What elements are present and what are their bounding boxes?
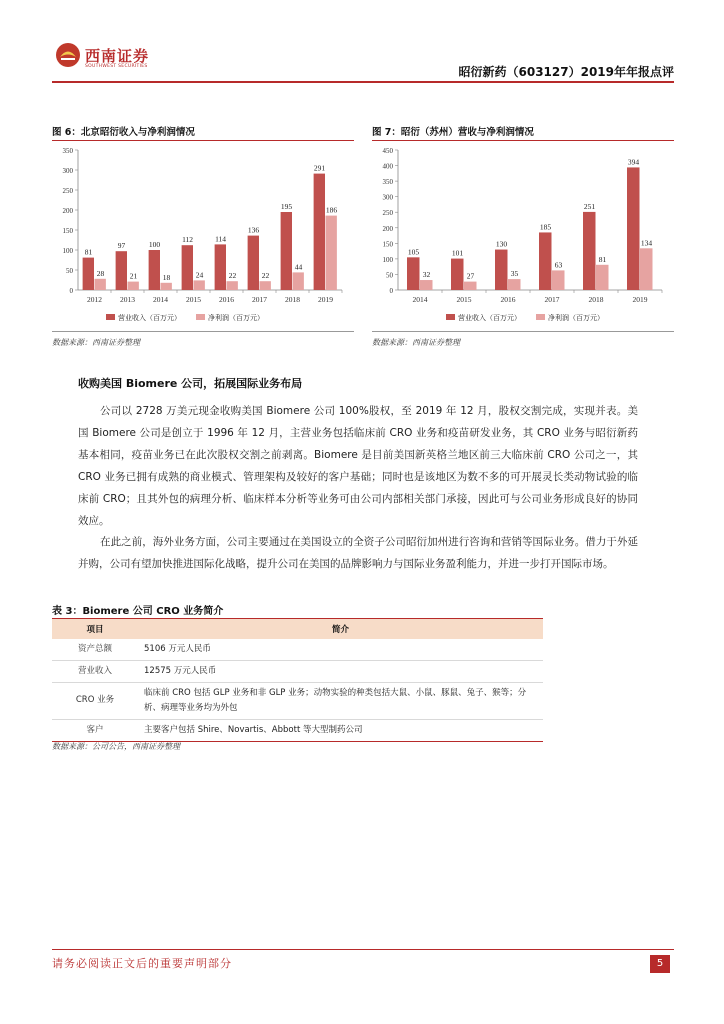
biomere-cro-table (52, 618, 543, 742)
x-tick-label: 2017 (544, 295, 560, 304)
revenue-bar (583, 212, 596, 290)
revenue-bar (495, 250, 508, 290)
profit-bar (128, 282, 139, 290)
revenue-data-label: 112 (182, 235, 194, 245)
revenue-data-label: 394 (627, 157, 640, 167)
revenue-bar (116, 251, 127, 290)
profit-bar (552, 270, 565, 290)
figure-7-source: 数据来源：西南证券整理 (372, 338, 460, 347)
revenue-bar (281, 212, 292, 290)
y-tick-label: 350 (62, 147, 73, 155)
figure-7-bottom-rule (372, 331, 674, 332)
legend-profit-label: 净利润（百万元） (208, 314, 264, 322)
table-cell-value: 临床前 CRO 包括 GLP 业务和非 GLP 业务；动物实验的种类包括大鼠、小鼠、豚鼠、兔子、猴等；分析、病理等业务均为外包 (138, 682, 543, 719)
revenue-data-label: 251 (583, 201, 596, 211)
profit-data-label: 28 (96, 268, 105, 278)
profit-bar (420, 280, 433, 290)
page-header (0, 0, 724, 84)
logo-mark-icon (55, 42, 81, 68)
table-row (52, 682, 543, 719)
legend-profit-swatch (536, 314, 545, 320)
paragraph-overseas: 在此之前，海外业务方面，公司主要通过在美国设立的全资子公司昭衍加州进行咨询和营销等国际业务。借力于外延并购，公司有望加快推进国际化战略，提升公司在美国的品牌影响力与国际业务盈利能力，并进一步打开国际市场。 (78, 536, 638, 570)
x-tick-label: 2016 (500, 295, 516, 304)
y-tick-label: 200 (62, 207, 73, 215)
table-row (52, 660, 543, 682)
x-tick-label: 2015 (186, 295, 201, 304)
profit-bar (95, 279, 106, 290)
y-tick-label: 150 (382, 240, 393, 249)
profit-data-label: 35 (510, 269, 519, 279)
figure-7-title: 图 7：昭衍（苏州）营收与净利润情况 (372, 127, 534, 138)
y-tick-label: 350 (382, 178, 393, 187)
y-tick-label: 100 (382, 255, 393, 264)
legend-revenue-swatch (106, 314, 115, 320)
profit-bar (596, 265, 609, 290)
revenue-bar (539, 232, 552, 290)
table-header-item: 项目 (52, 619, 138, 639)
revenue-data-label: 100 (148, 240, 161, 249)
profit-data-label: 81 (598, 254, 607, 264)
figure-6-title: 图 6：北京昭衍收入与净利润情况 (52, 127, 195, 138)
figure-6-chart (52, 142, 354, 328)
y-tick-label: 0 (69, 287, 73, 295)
revenue-bar (248, 236, 259, 290)
profit-bar (161, 283, 172, 290)
profit-data-label: 44 (294, 262, 303, 272)
y-tick-label: 200 (382, 224, 393, 233)
x-tick-label: 2013 (120, 295, 135, 304)
y-tick-label: 450 (382, 147, 393, 155)
table-source: 数据来源：公司公告，西南证券整理 (52, 742, 180, 751)
footer-disclaimer: 请务必阅读正文后的重要声明部分 (52, 957, 232, 970)
table-cell-value: 主要客户包括 Shire、Novartis、Abbott 等大型制药公司 (138, 719, 543, 741)
x-tick-label: 2014 (412, 295, 428, 304)
profit-data-label: 32 (422, 270, 431, 280)
profit-data-label: 22 (261, 271, 270, 281)
table-cell-key: CRO 业务 (52, 682, 138, 719)
y-tick-label: 150 (62, 227, 73, 235)
revenue-data-label: 81 (84, 247, 93, 257)
x-tick-label: 2015 (456, 295, 472, 304)
figure-7-chart (372, 142, 674, 328)
profit-bar (326, 216, 337, 290)
table-cell-key: 营业收入 (52, 660, 138, 682)
profit-bar (293, 272, 304, 290)
revenue-bar (407, 257, 420, 290)
profit-bar (508, 279, 521, 290)
x-tick-label: 2019 (632, 295, 648, 304)
table-cell-key: 资产总额 (52, 639, 138, 661)
y-tick-label: 100 (62, 247, 73, 255)
revenue-bar (149, 250, 160, 290)
revenue-bar (627, 167, 640, 290)
revenue-bar (83, 258, 94, 290)
y-tick-label: 50 (66, 267, 73, 275)
revenue-data-label: 130 (495, 239, 508, 249)
profit-data-label: 21 (129, 271, 138, 281)
revenue-bar (314, 174, 325, 290)
header-divider (52, 81, 674, 83)
y-tick-label: 250 (62, 187, 73, 195)
revenue-data-label: 136 (247, 225, 260, 235)
revenue-data-label: 114 (215, 234, 227, 244)
figure-6-top-rule (52, 140, 354, 141)
legend-revenue-label: 营业收入（百万元） (118, 314, 181, 322)
profit-data-label: 18 (162, 272, 171, 282)
y-tick-label: 300 (62, 167, 73, 175)
revenue-data-label: 105 (407, 247, 420, 257)
revenue-bar (182, 245, 193, 290)
table-row (52, 719, 543, 741)
footer-divider (52, 949, 674, 950)
legend-profit-swatch (196, 314, 205, 320)
revenue-bar (451, 259, 464, 290)
revenue-data-label: 195 (280, 202, 293, 211)
paragraph-acquisition: 公司以 2728 万美元现金收购美国 Biomere 公司 100%股权，至 2019 年 12 月，股权交割完成，实现并表。美国 Biomere 公司是创立于 1996 年 12 月，主营业务包括临床前 CRO 业务和疫苗研发业务，其 CRO 业务与昭衍新药基本相同，疫苗业务已在此次股权交割之前剥离。Biomere 是目前美国新英格兰地区前三大临床前 CRO 公司之一，其 CRO 业务已拥有成熟的商业模式、管理架构及较好的客户基础；同时也是该地区为数不多的可开展灵长类动物试验的临床前 CRO；且其外包的病理分析、临床样本分析等业务可由公司内部相关部门承接，因此可与公司业务形成良好的协同效应。 (78, 405, 638, 527)
revenue-data-label: 97 (117, 241, 126, 251)
table-header-row (52, 619, 543, 639)
table-cell-value: 12575 万元人民币 (138, 660, 543, 682)
table-title: 表 3：Biomere 公司 CRO 业务简介 (52, 606, 224, 617)
figure-6-source: 数据来源：西南证券整理 (52, 338, 140, 347)
legend-revenue-swatch (446, 314, 455, 320)
x-tick-label: 2016 (219, 295, 234, 304)
y-tick-label: 250 (382, 209, 393, 218)
profit-bar (227, 281, 238, 290)
legend-revenue-label: 营业收入（百万元） (458, 314, 521, 322)
revenue-data-label: 101 (451, 248, 464, 258)
y-tick-label: 0 (389, 287, 393, 295)
profit-data-label: 27 (466, 271, 475, 281)
revenue-bar (215, 244, 226, 290)
y-tick-label: 50 (386, 271, 393, 280)
figure-6-bottom-rule (52, 331, 354, 332)
profit-bar (194, 280, 205, 290)
revenue-data-label: 185 (539, 222, 552, 232)
table-header-intro: 简介 (138, 619, 543, 639)
report-title: 昭衍新药（603127）2019年年报点评 (458, 65, 674, 79)
profit-bar (464, 282, 477, 290)
legend-profit-label: 净利润（百万元） (548, 314, 604, 322)
profit-data-label: 22 (228, 271, 237, 281)
figure-7-top-rule (372, 140, 674, 141)
table-row (52, 639, 543, 661)
revenue-data-label: 291 (313, 163, 326, 173)
profit-data-label: 134 (640, 238, 653, 248)
y-tick-label: 300 (382, 193, 393, 202)
profit-data-label: 63 (554, 260, 563, 270)
profit-data-label: 24 (195, 270, 204, 280)
profit-data-label: 186 (325, 205, 338, 215)
table-cell-value: 5106 万元人民币 (138, 639, 543, 661)
company-logo (55, 42, 150, 74)
profit-bar (640, 248, 653, 290)
page-number: 5 (650, 955, 670, 973)
x-tick-label: 2019 (318, 295, 333, 304)
logo-name-cn: 西南证券 (85, 47, 150, 65)
x-tick-label: 2017 (252, 295, 267, 304)
profit-bar (260, 281, 271, 290)
x-tick-label: 2014 (153, 295, 168, 304)
section-heading: 收购美国 Biomere 公司，拓展国际业务布局 (78, 377, 303, 390)
logo-name-en: SOUTHWEST SECURITIES (85, 64, 148, 69)
x-tick-label: 2018 (285, 295, 300, 304)
x-tick-label: 2012 (87, 295, 102, 304)
y-tick-label: 400 (382, 162, 393, 171)
table-cell-key: 客户 (52, 719, 138, 741)
x-tick-label: 2018 (588, 295, 604, 304)
